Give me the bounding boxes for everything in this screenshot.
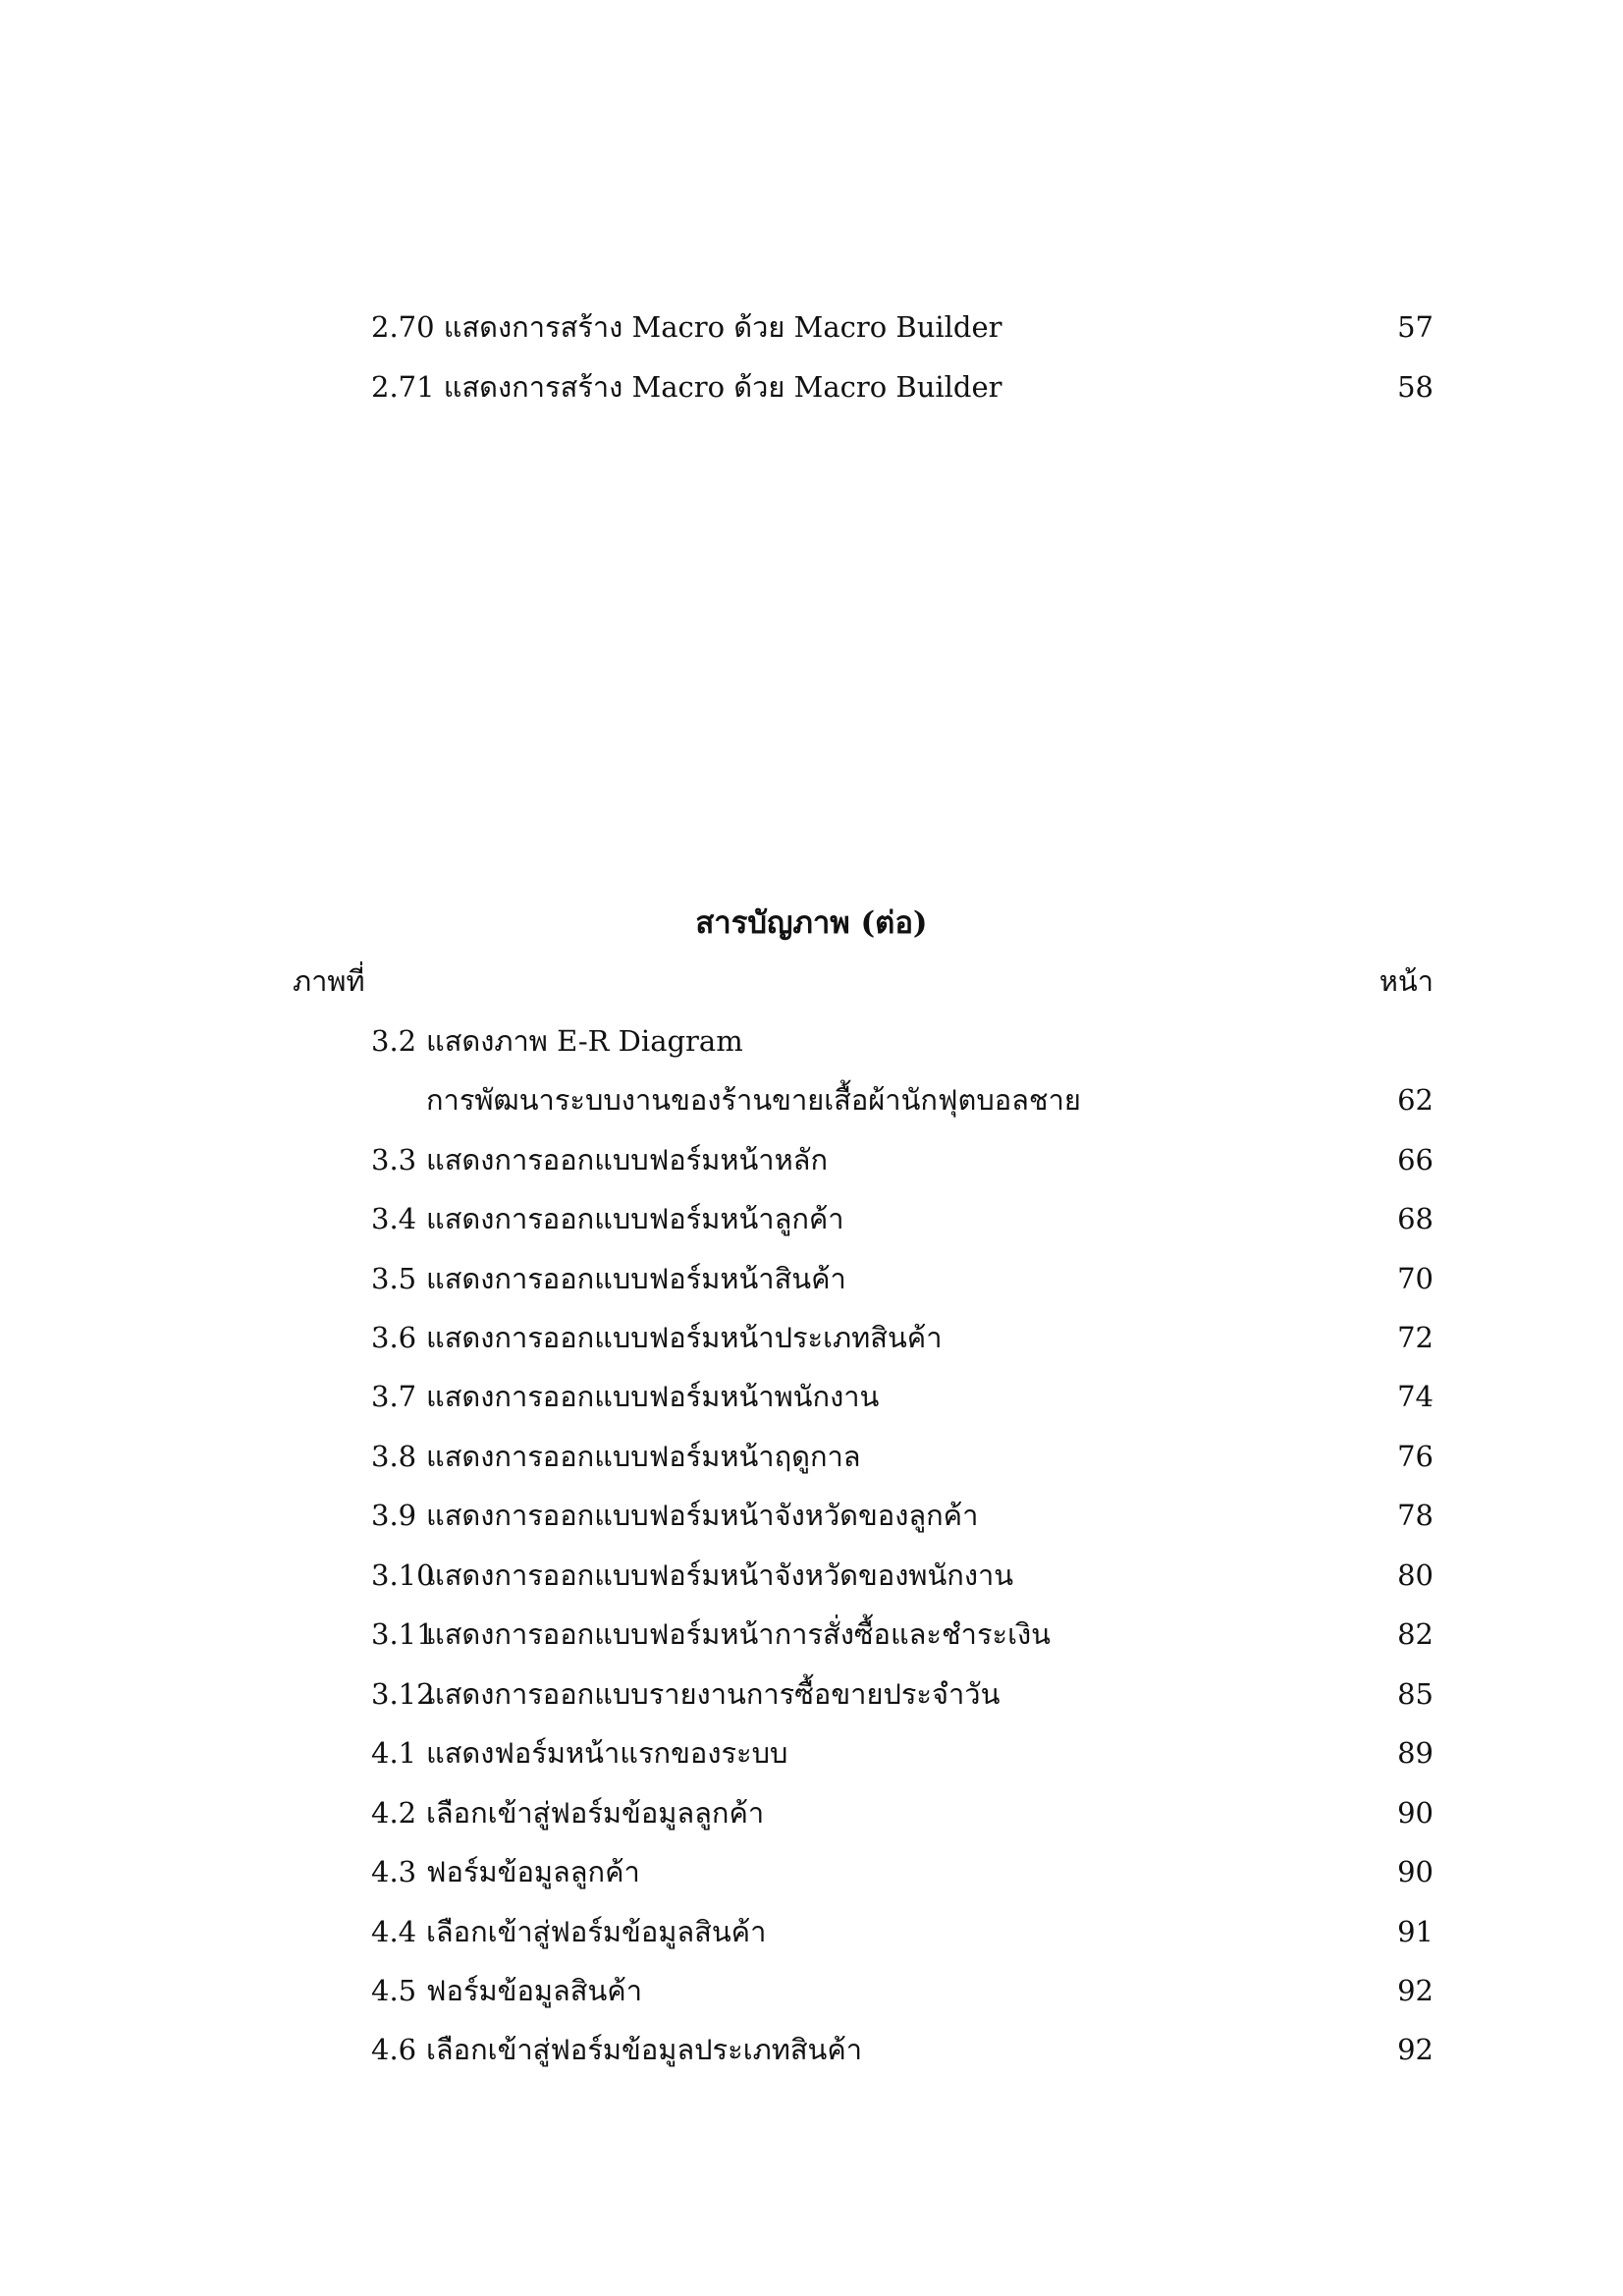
- toc-entry: [371, 1668, 1434, 1720]
- toc-entry: [371, 1371, 1434, 1422]
- toc-entry-label: แสดงการออกแบบฟอร์มหน้าลูกค้า: [426, 1202, 844, 1235]
- toc-entry-page: 85: [1397, 1677, 1434, 1711]
- toc-entry-label: เลือกเข้าสู่ฟอร์มข้อมูลประเภทสินค้า: [426, 2033, 863, 2066]
- toc-entry: [371, 1727, 1434, 1778]
- toc-entry-label: แสดงการออกแบบฟอร์มหน้าหลัก: [426, 1143, 829, 1176]
- toc-entry: [371, 1431, 1434, 1482]
- section-title: สารบัญภาพ (ต่อ): [695, 905, 928, 941]
- toc-entry-page: 89: [1397, 1736, 1434, 1770]
- toc-entry-page: 90: [1397, 1796, 1434, 1830]
- toc-entry-page: 62: [1397, 1083, 1434, 1117]
- toc-entry-label: แสดงการออกแบบรายงานการซื้อขายประจำวัน: [426, 1677, 1001, 1711]
- column-header-page: หน้า: [1379, 964, 1434, 998]
- toc-entry: [371, 1965, 1434, 2016]
- toc-entry-number: 3.9: [371, 1499, 417, 1532]
- toc-entry-number: 3.8: [371, 1440, 417, 1473]
- toc-entry-number: 4.5: [371, 1974, 417, 2007]
- toc-entry-page: 72: [1397, 1321, 1434, 1354]
- toc-entry-number: 3.3: [371, 1143, 417, 1176]
- toc-entry-number: 4.6: [371, 2033, 417, 2066]
- toc-entry-label: แสดงการออกแบบฟอร์มหน้าประเภทสินค้า: [426, 1321, 943, 1354]
- toc-entry: [371, 1787, 1434, 1838]
- toc-entry-number: 3.7: [371, 1380, 417, 1413]
- toc-entry-page: 58: [1397, 370, 1434, 404]
- toc-entry-label: 2.70 แสดงการสร้าง Macro ด้วย Macro Builder: [371, 310, 1002, 344]
- toc-entry-page: 74: [1397, 1380, 1434, 1413]
- toc-entry-page: 57: [1397, 310, 1434, 344]
- toc-entry-page: 68: [1397, 1202, 1434, 1235]
- toc-entry-page: 70: [1397, 1262, 1434, 1295]
- toc-entry-label: แสดงฟอร์มหน้าแรกของระบบ: [426, 1736, 788, 1770]
- toc-entry: [371, 1253, 1434, 1304]
- toc-entry: [371, 301, 1434, 353]
- toc-entry: [371, 1015, 1434, 1066]
- toc-entry: [371, 361, 1434, 412]
- toc-entry: [371, 1193, 1434, 1244]
- toc-entry-number: 4.2: [371, 1796, 417, 1830]
- toc-entry-number: 4.1: [371, 1736, 417, 1770]
- toc-entry-number: 4.3: [371, 1855, 417, 1888]
- toc-entry-page: 80: [1397, 1558, 1434, 1592]
- toc-entry-label: การพัฒนาระบบงานของร้านขายเสื้อผ้านักฟุตบอลชาย: [426, 1083, 1081, 1117]
- toc-entry: [371, 1609, 1434, 1660]
- toc-entry-number: 3.12: [371, 1677, 435, 1711]
- toc-entry-number: 3.11: [371, 1617, 435, 1651]
- toc-entry: [371, 1134, 1434, 1185]
- toc-entry-label: 2.71 แสดงการสร้าง Macro ด้วย Macro Builder: [371, 370, 1002, 404]
- toc-entry-number: 3.10: [371, 1558, 435, 1592]
- toc-entry-page: 82: [1397, 1617, 1434, 1651]
- toc-entry: [371, 1312, 1434, 1363]
- toc-entry-page: 92: [1397, 2033, 1434, 2066]
- toc-entry-label: แสดงการออกแบบฟอร์มหน้าพนักงาน: [426, 1380, 880, 1413]
- toc-entry-label: แสดงการออกแบบฟอร์มหน้าฤดูกาล: [426, 1440, 861, 1473]
- toc-entry: [371, 1074, 1434, 1125]
- toc-entry-page: 66: [1397, 1143, 1434, 1176]
- toc-entry-number: 3.5: [371, 1262, 417, 1295]
- toc-entry-label: แสดงการออกแบบฟอร์มหน้าสินค้า: [426, 1262, 846, 1295]
- toc-entry-page: 90: [1397, 1855, 1434, 1888]
- toc-entry: [371, 2024, 1434, 2075]
- toc-entry-label: แสดงการออกแบบฟอร์มหน้าจังหวัดของลูกค้า: [426, 1499, 979, 1532]
- toc-entry-label: เลือกเข้าสู่ฟอร์มข้อมูลสินค้า: [426, 1915, 767, 1948]
- toc-entry-number: 3.6: [371, 1321, 417, 1354]
- toc-entry: [371, 1846, 1434, 1897]
- toc-entry: [371, 1550, 1434, 1601]
- toc-entry-number: 3.4: [371, 1202, 417, 1235]
- toc-entry-page: 76: [1397, 1440, 1434, 1473]
- toc-entry-page: 78: [1397, 1499, 1434, 1532]
- toc-entry-page: 92: [1397, 1974, 1434, 2007]
- toc-entry: [371, 1906, 1434, 1957]
- column-header-figure: ภาพที่: [293, 964, 365, 998]
- toc-entry: [371, 1490, 1434, 1541]
- toc-entry-page: 91: [1397, 1915, 1434, 1948]
- toc-entry-label: แสดงภาพ E-R Diagram: [426, 1024, 743, 1058]
- toc-entry-number: 4.4: [371, 1915, 417, 1948]
- toc-entry-label: แสดงการออกแบบฟอร์มหน้าการสั่งซื้อและชำระเงิน: [426, 1617, 1052, 1651]
- toc-entry-number: 3.2: [371, 1024, 417, 1058]
- toc-entry-label: แสดงการออกแบบฟอร์มหน้าจังหวัดของพนักงาน: [426, 1558, 1014, 1592]
- toc-entry-label: ฟอร์มข้อมูลลูกค้า: [426, 1855, 640, 1888]
- toc-entry-label: เลือกเข้าสู่ฟอร์มข้อมูลลูกค้า: [426, 1796, 765, 1830]
- toc-entry-label: ฟอร์มข้อมูลสินค้า: [426, 1974, 642, 2007]
